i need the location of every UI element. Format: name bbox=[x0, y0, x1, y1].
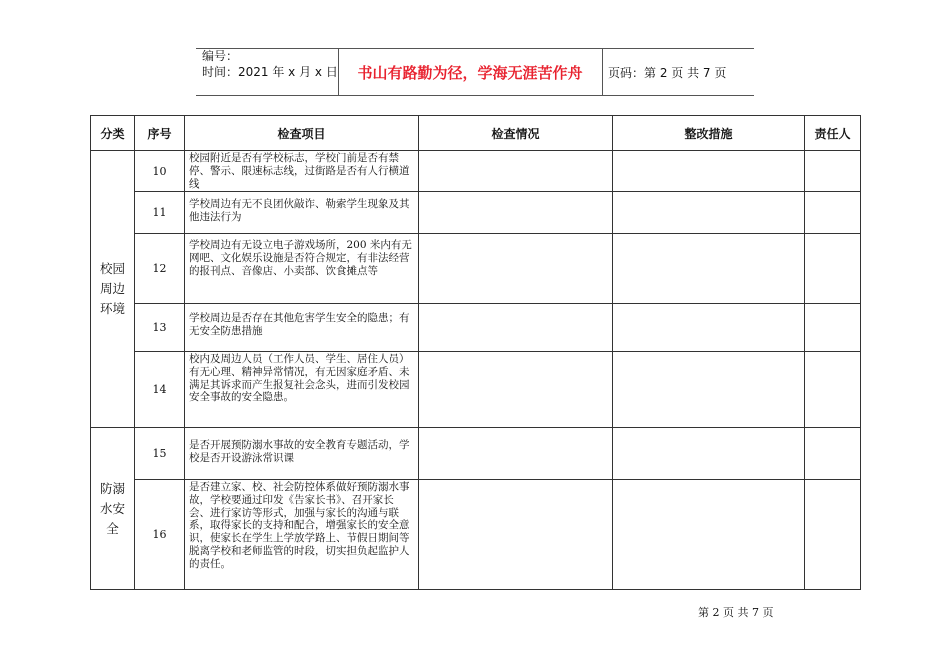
row-check-cell[interactable] bbox=[419, 151, 613, 192]
row-owner-cell[interactable] bbox=[805, 304, 861, 352]
row-owner-cell[interactable] bbox=[805, 428, 861, 480]
row-number: 11 bbox=[135, 192, 185, 234]
row-check-cell[interactable] bbox=[419, 480, 613, 590]
category-label: 校园周边环境 bbox=[99, 261, 125, 316]
column-header-owner: 责任人 bbox=[805, 116, 861, 151]
row-item: 是否建立家、校、社会防控体系做好预防溺水事故，学校要通过印发《告家长书》、召开家长会、进行家访等形式，加强与家长的沟通与联系，取得家长的支持和配合，增强家长的安全意识，使家长在学生上学放学路上、节假日期间等脱离学校和老师监管的时段，切实担负起监护人的责任。 bbox=[185, 480, 419, 590]
page-footer: 第 2 页 共 7 页 bbox=[698, 606, 774, 619]
row-item: 学校周边有无不良团伙敲诈、勒索学生现象及其他违法行为 bbox=[185, 192, 419, 234]
table-row bbox=[91, 304, 861, 352]
column-header-fix: 整改措施 bbox=[613, 116, 805, 151]
table-row bbox=[91, 352, 861, 428]
column-header-check: 检查情况 bbox=[419, 116, 613, 151]
column-header-number: 序号 bbox=[135, 116, 185, 151]
document-number-label: 编号： bbox=[202, 49, 239, 63]
row-fix-cell[interactable] bbox=[613, 151, 805, 192]
row-fix-cell[interactable] bbox=[613, 192, 805, 234]
category-cell bbox=[91, 428, 135, 590]
row-number: 10 bbox=[135, 151, 185, 192]
row-item: 学校周边是否存在其他危害学生安全的隐患；有无安全防患措施 bbox=[185, 304, 419, 352]
document-time-label: 时间：2021 年 x 月 x 日 bbox=[202, 65, 338, 79]
table-row bbox=[91, 480, 861, 590]
column-header-category: 分类 bbox=[91, 116, 135, 151]
table-row bbox=[91, 151, 861, 192]
category-cell bbox=[91, 151, 135, 428]
row-owner-cell[interactable] bbox=[805, 234, 861, 304]
row-item: 是否开展预防溺水事故的安全教育专题活动，学校是否开设游泳常识课 bbox=[185, 428, 419, 480]
column-header-item: 检查项目 bbox=[185, 116, 419, 151]
row-check-cell[interactable] bbox=[419, 304, 613, 352]
row-item: 校园附近是否有学校标志，学校门前是否有禁停、警示、限速标志线，过街路是否有人行横道线 bbox=[185, 151, 419, 192]
table-row bbox=[91, 428, 861, 480]
table-row bbox=[91, 192, 861, 234]
table-header-row bbox=[91, 116, 861, 151]
row-check-cell[interactable] bbox=[419, 234, 613, 304]
row-fix-cell[interactable] bbox=[613, 304, 805, 352]
header-motto: 书山有路勤为径，学海无涯苦作舟 bbox=[357, 64, 583, 82]
row-number: 16 bbox=[135, 480, 185, 590]
header-page-label: 页码：第 2 页 共 7 页 bbox=[608, 66, 727, 80]
row-number: 14 bbox=[135, 352, 185, 428]
row-number: 15 bbox=[135, 428, 185, 480]
row-fix-cell[interactable] bbox=[613, 234, 805, 304]
header-divider-right bbox=[602, 48, 603, 95]
category-label: 防溺水安全 bbox=[99, 480, 125, 536]
row-item: 校内及周边人员（工作人员、学生、居住人员）有无心理、精神异常情况，有无因家庭矛盾、未满足其诉求而产生报复社会念头，进而引发校园安全事故的安全隐患。 bbox=[185, 352, 419, 428]
row-owner-cell[interactable] bbox=[805, 151, 861, 192]
table-row bbox=[91, 234, 861, 304]
row-check-cell[interactable] bbox=[419, 428, 613, 480]
row-number: 12 bbox=[135, 234, 185, 304]
row-fix-cell[interactable] bbox=[613, 352, 805, 428]
row-check-cell[interactable] bbox=[419, 192, 613, 234]
row-item: 学校周边有无设立电子游戏场所，200 米内有无网吧、文化娱乐设施是否符合规定，有非法经营的报刊点、音像店、小卖部、饮食摊点等 bbox=[185, 234, 419, 304]
row-owner-cell[interactable] bbox=[805, 352, 861, 428]
row-fix-cell[interactable] bbox=[613, 480, 805, 590]
inspection-table bbox=[90, 115, 861, 590]
row-number: 13 bbox=[135, 304, 185, 352]
row-check-cell[interactable] bbox=[419, 352, 613, 428]
row-fix-cell[interactable] bbox=[613, 428, 805, 480]
row-owner-cell[interactable] bbox=[805, 480, 861, 590]
row-owner-cell[interactable] bbox=[805, 192, 861, 234]
header-meta bbox=[202, 48, 338, 80]
header-bottom-rule bbox=[196, 95, 754, 96]
